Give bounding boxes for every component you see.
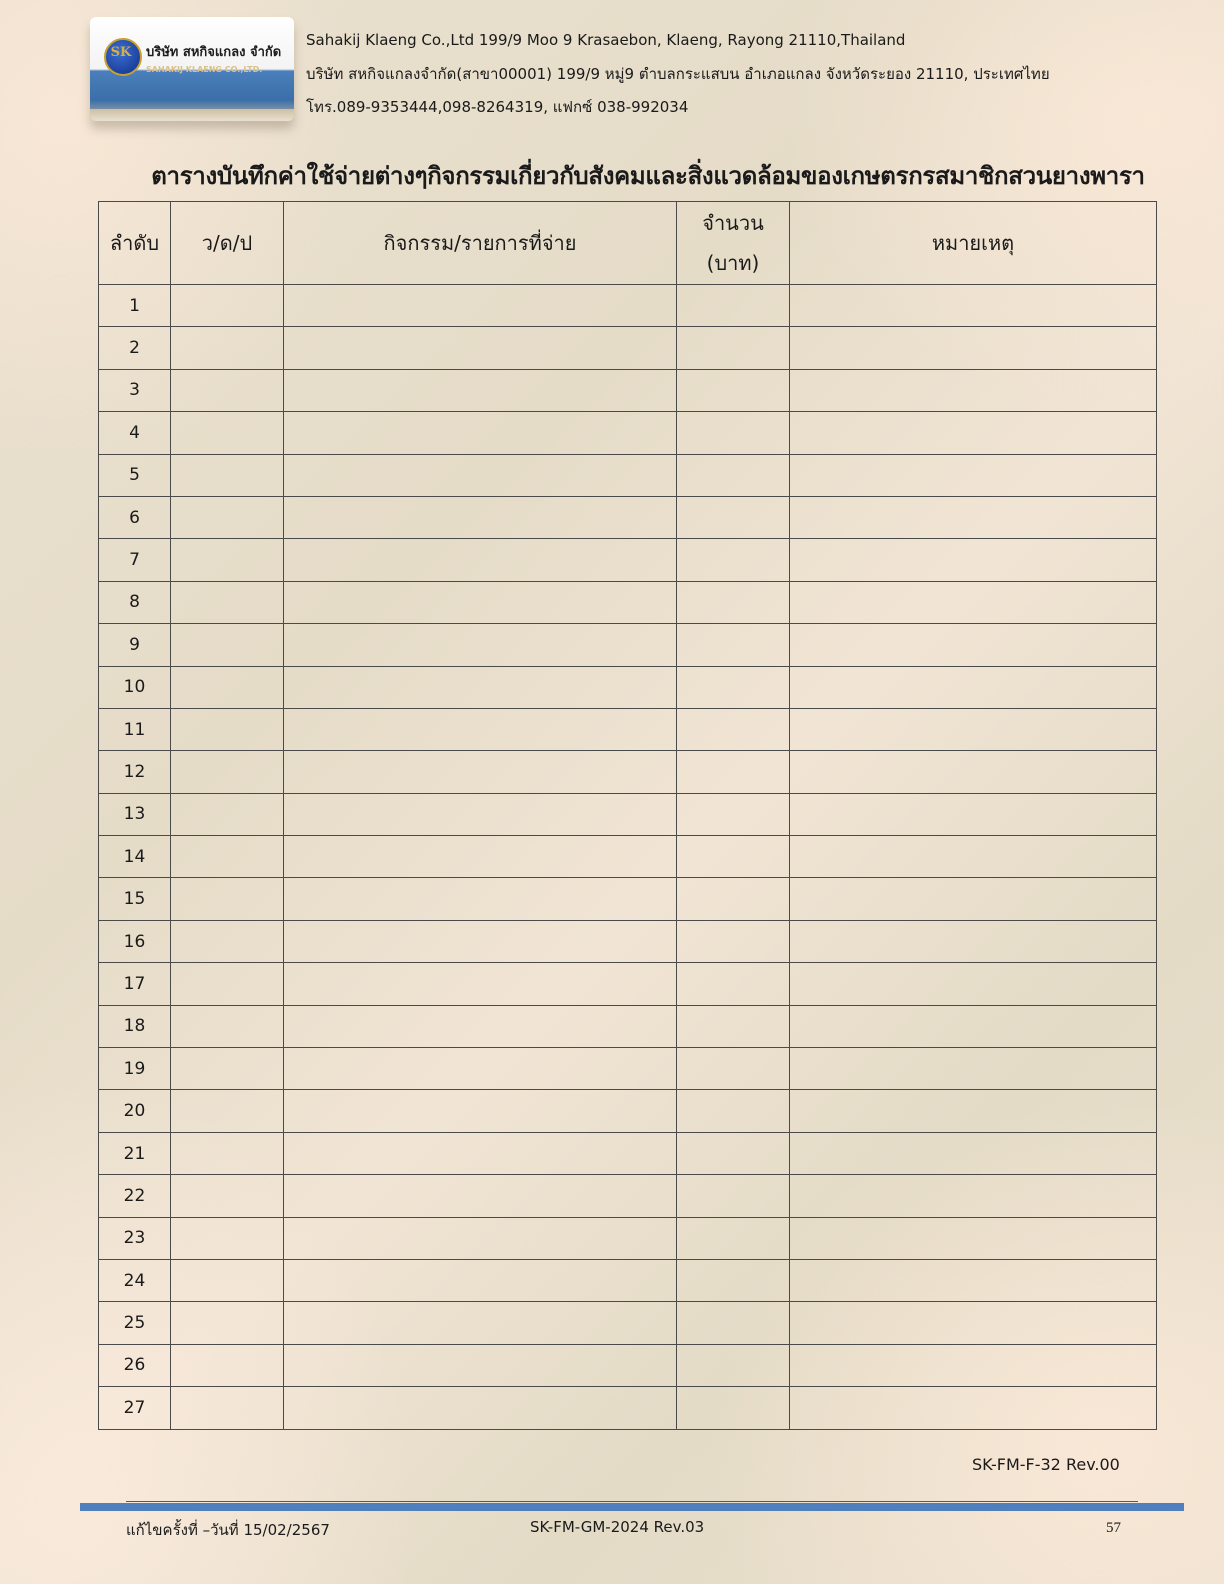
table-row bbox=[99, 1175, 1157, 1217]
cell-date[interactable] bbox=[171, 708, 284, 750]
cell-remark[interactable] bbox=[790, 708, 1157, 750]
cell-no: 20 bbox=[99, 1090, 171, 1132]
logo-plaque-edge bbox=[90, 109, 294, 121]
cell-date[interactable] bbox=[171, 1175, 284, 1217]
cell-activity[interactable] bbox=[284, 963, 677, 1005]
table-row bbox=[99, 1048, 1157, 1090]
cell-date[interactable] bbox=[171, 1132, 284, 1174]
cell-activity[interactable] bbox=[284, 920, 677, 962]
cell-date[interactable] bbox=[171, 1217, 284, 1259]
cell-no: 16 bbox=[99, 920, 171, 962]
cell-amount[interactable] bbox=[677, 1090, 790, 1132]
cell-remark[interactable] bbox=[790, 1217, 1157, 1259]
cell-no: 11 bbox=[99, 708, 171, 750]
cell-no: 12 bbox=[99, 751, 171, 793]
cell-amount[interactable] bbox=[677, 793, 790, 835]
cell-remark[interactable] bbox=[790, 1344, 1157, 1386]
cell-remark[interactable] bbox=[790, 963, 1157, 1005]
cell-date[interactable] bbox=[171, 327, 284, 369]
table-row bbox=[99, 1005, 1157, 1047]
header-address-thai: บริษัท สหกิจแกลงจำกัด(สาขา00001) 199/9 หมู่9 ตำบลกระแสบน อำเภอแกลง จังหวัดระยอง 21110, ประเทศไทย bbox=[306, 64, 1050, 83]
cell-remark[interactable] bbox=[790, 581, 1157, 623]
cell-amount[interactable] bbox=[677, 369, 790, 411]
cell-date[interactable] bbox=[171, 624, 284, 666]
cell-activity[interactable] bbox=[284, 1217, 677, 1259]
cell-amount[interactable] bbox=[677, 1175, 790, 1217]
cell-date[interactable] bbox=[171, 412, 284, 454]
cell-no: 2 bbox=[99, 327, 171, 369]
table-row bbox=[99, 581, 1157, 623]
cell-activity[interactable] bbox=[284, 1175, 677, 1217]
cell-date[interactable] bbox=[171, 751, 284, 793]
company-logo bbox=[90, 17, 294, 121]
cell-activity[interactable] bbox=[284, 666, 677, 708]
cell-date[interactable] bbox=[171, 285, 284, 327]
cell-no: 25 bbox=[99, 1302, 171, 1344]
cell-amount[interactable] bbox=[677, 412, 790, 454]
cell-activity[interactable] bbox=[284, 581, 677, 623]
cell-activity[interactable] bbox=[284, 1344, 677, 1386]
cell-remark[interactable] bbox=[790, 1048, 1157, 1090]
table-row bbox=[99, 539, 1157, 581]
cell-date[interactable] bbox=[171, 793, 284, 835]
cell-amount[interactable] bbox=[677, 920, 790, 962]
cell-activity[interactable] bbox=[284, 1387, 677, 1429]
header-amount-label: จำนวน bbox=[702, 211, 764, 235]
cell-no: 13 bbox=[99, 793, 171, 835]
table-body bbox=[99, 285, 1157, 1430]
header-amount-unit: (บาท) bbox=[706, 251, 760, 275]
cell-date[interactable] bbox=[171, 920, 284, 962]
cell-amount[interactable] bbox=[677, 1005, 790, 1047]
cell-amount[interactable] bbox=[677, 963, 790, 1005]
cell-date[interactable] bbox=[171, 963, 284, 1005]
cell-no: 6 bbox=[99, 496, 171, 538]
cell-date[interactable] bbox=[171, 1048, 284, 1090]
cell-amount[interactable] bbox=[677, 1387, 790, 1429]
cell-remark[interactable] bbox=[790, 1387, 1157, 1429]
header-address-english: Sahakij Klaeng Co.,Ltd 199/9 Moo 9 Krasaebon, Klaeng, Rayong 21110,Thailand bbox=[306, 31, 906, 49]
cell-activity[interactable] bbox=[284, 412, 677, 454]
cell-activity[interactable] bbox=[284, 1005, 677, 1047]
header-remark: หมายเหตุ bbox=[790, 202, 1157, 285]
cell-activity[interactable] bbox=[284, 454, 677, 496]
cell-no: 22 bbox=[99, 1175, 171, 1217]
cell-remark[interactable] bbox=[790, 1259, 1157, 1301]
table-row bbox=[99, 1217, 1157, 1259]
cell-amount[interactable] bbox=[677, 708, 790, 750]
table-row bbox=[99, 327, 1157, 369]
cell-activity[interactable] bbox=[284, 1302, 677, 1344]
footer-divider bbox=[126, 1501, 1138, 1502]
cell-no: 10 bbox=[99, 666, 171, 708]
cell-date[interactable] bbox=[171, 1302, 284, 1344]
cell-amount[interactable] bbox=[677, 751, 790, 793]
cell-date[interactable] bbox=[171, 369, 284, 411]
company-header bbox=[306, 24, 1050, 125]
table-row bbox=[99, 454, 1157, 496]
cell-date[interactable] bbox=[171, 1344, 284, 1386]
table-row bbox=[99, 369, 1157, 411]
cell-remark[interactable] bbox=[790, 878, 1157, 920]
cell-remark[interactable] bbox=[790, 1302, 1157, 1344]
cell-remark[interactable] bbox=[790, 1090, 1157, 1132]
table-row bbox=[99, 836, 1157, 878]
cell-no: 24 bbox=[99, 1259, 171, 1301]
cell-activity[interactable] bbox=[284, 751, 677, 793]
cell-activity[interactable] bbox=[284, 539, 677, 581]
cell-remark[interactable] bbox=[790, 454, 1157, 496]
cell-activity[interactable] bbox=[284, 1132, 677, 1174]
cell-date[interactable] bbox=[171, 1387, 284, 1429]
cell-activity[interactable] bbox=[284, 327, 677, 369]
cell-amount[interactable] bbox=[677, 624, 790, 666]
cell-activity[interactable] bbox=[284, 878, 677, 920]
cell-no: 4 bbox=[99, 412, 171, 454]
table-row bbox=[99, 1344, 1157, 1386]
cell-remark[interactable] bbox=[790, 1005, 1157, 1047]
cell-no: 5 bbox=[99, 454, 171, 496]
cell-remark[interactable] bbox=[790, 539, 1157, 581]
cell-amount[interactable] bbox=[677, 581, 790, 623]
cell-activity[interactable] bbox=[284, 1259, 677, 1301]
cell-amount[interactable] bbox=[677, 1217, 790, 1259]
cell-date[interactable] bbox=[171, 836, 284, 878]
cell-amount[interactable] bbox=[677, 836, 790, 878]
cell-remark[interactable] bbox=[790, 666, 1157, 708]
cell-remark[interactable] bbox=[790, 412, 1157, 454]
cell-remark[interactable] bbox=[790, 836, 1157, 878]
cell-remark[interactable] bbox=[790, 1132, 1157, 1174]
table-row bbox=[99, 708, 1157, 750]
cell-date[interactable] bbox=[171, 1259, 284, 1301]
cell-activity[interactable] bbox=[284, 496, 677, 538]
footer-bar bbox=[80, 1503, 1184, 1511]
logo-initials: SK bbox=[110, 45, 132, 60]
table-row bbox=[99, 1259, 1157, 1301]
cell-remark[interactable] bbox=[790, 751, 1157, 793]
logo-name-thai: บริษัท สหกิจแกลง จำกัด bbox=[146, 45, 282, 60]
cell-date[interactable] bbox=[171, 878, 284, 920]
cell-date[interactable] bbox=[171, 581, 284, 623]
cell-no: 9 bbox=[99, 624, 171, 666]
cell-no: 19 bbox=[99, 1048, 171, 1090]
cell-remark[interactable] bbox=[790, 624, 1157, 666]
cell-activity[interactable] bbox=[284, 1048, 677, 1090]
cell-no: 14 bbox=[99, 836, 171, 878]
cell-remark[interactable] bbox=[790, 285, 1157, 327]
cell-amount[interactable] bbox=[677, 1132, 790, 1174]
table-row bbox=[99, 1387, 1157, 1429]
table-row bbox=[99, 963, 1157, 1005]
table-row bbox=[99, 1090, 1157, 1132]
cell-no: 17 bbox=[99, 963, 171, 1005]
cell-remark[interactable] bbox=[790, 496, 1157, 538]
cell-amount[interactable] bbox=[677, 1259, 790, 1301]
cell-no: 27 bbox=[99, 1387, 171, 1429]
cell-no: 23 bbox=[99, 1217, 171, 1259]
cell-amount[interactable] bbox=[677, 666, 790, 708]
cell-activity[interactable] bbox=[284, 624, 677, 666]
header-no: ลำดับ bbox=[99, 202, 171, 285]
cell-amount[interactable] bbox=[677, 539, 790, 581]
cell-activity[interactable] bbox=[284, 369, 677, 411]
expense-table bbox=[98, 201, 1157, 1430]
cell-amount[interactable] bbox=[677, 1344, 790, 1386]
cell-no: 1 bbox=[99, 285, 171, 327]
cell-date[interactable] bbox=[171, 496, 284, 538]
cell-activity[interactable] bbox=[284, 1090, 677, 1132]
cell-date[interactable] bbox=[171, 1005, 284, 1047]
cell-amount[interactable] bbox=[677, 285, 790, 327]
cell-date[interactable] bbox=[171, 454, 284, 496]
cell-remark[interactable] bbox=[790, 920, 1157, 962]
footer-revision: แก้ไขครั้งที่ –วันที่ 15/02/2567 bbox=[126, 1521, 330, 1539]
header-contact: โทร.089-9353444,098-8264319, แฟกซ์ 038-992034 bbox=[306, 98, 689, 116]
header-amount bbox=[677, 202, 790, 285]
table-row bbox=[99, 412, 1157, 454]
table-row bbox=[99, 1132, 1157, 1174]
cell-date[interactable] bbox=[171, 1090, 284, 1132]
table-row bbox=[99, 496, 1157, 538]
cell-remark[interactable] bbox=[790, 793, 1157, 835]
table-header-row bbox=[99, 202, 1157, 285]
table-row bbox=[99, 666, 1157, 708]
form-code: SK-FM-F-32 Rev.00 bbox=[972, 1455, 1120, 1474]
cell-amount[interactable] bbox=[677, 327, 790, 369]
table-row bbox=[99, 793, 1157, 835]
cell-no: 15 bbox=[99, 878, 171, 920]
cell-date[interactable] bbox=[171, 666, 284, 708]
cell-date[interactable] bbox=[171, 539, 284, 581]
cell-amount[interactable] bbox=[677, 1048, 790, 1090]
table-row bbox=[99, 285, 1157, 327]
cell-no: 7 bbox=[99, 539, 171, 581]
cell-activity[interactable] bbox=[284, 836, 677, 878]
page-title: ตารางบันทึกค่าใช้จ่ายต่างๆกิจกรรมเกี่ยวกับสังคมและสิ่งแวดล้อมของเกษตรกรสมาชิกสวนยางพารา bbox=[151, 162, 1145, 190]
cell-activity[interactable] bbox=[284, 793, 677, 835]
cell-amount[interactable] bbox=[677, 454, 790, 496]
cell-activity[interactable] bbox=[284, 708, 677, 750]
cell-no: 3 bbox=[99, 369, 171, 411]
page-number: 57 bbox=[1106, 1520, 1121, 1536]
logo-name-english: SAHAKIJ KLAENG CO.,LTD. bbox=[146, 65, 263, 74]
cell-remark[interactable] bbox=[790, 327, 1157, 369]
table-row bbox=[99, 1302, 1157, 1344]
cell-no: 26 bbox=[99, 1344, 171, 1386]
table-row bbox=[99, 878, 1157, 920]
cell-amount[interactable] bbox=[677, 496, 790, 538]
header-activity: กิจกรรม/รายการที่จ่าย bbox=[284, 202, 677, 285]
table-row bbox=[99, 624, 1157, 666]
cell-no: 8 bbox=[99, 581, 171, 623]
cell-amount[interactable] bbox=[677, 878, 790, 920]
table-row bbox=[99, 920, 1157, 962]
cell-no: 18 bbox=[99, 1005, 171, 1047]
cell-remark[interactable] bbox=[790, 1175, 1157, 1217]
table-row bbox=[99, 751, 1157, 793]
cell-remark[interactable] bbox=[790, 369, 1157, 411]
cell-no: 21 bbox=[99, 1132, 171, 1174]
cell-amount[interactable] bbox=[677, 1302, 790, 1344]
cell-activity[interactable] bbox=[284, 285, 677, 327]
header-date: ว/ด/ป bbox=[171, 202, 284, 285]
footer-manual-code: SK-FM-GM-2024 Rev.03 bbox=[530, 1518, 705, 1536]
